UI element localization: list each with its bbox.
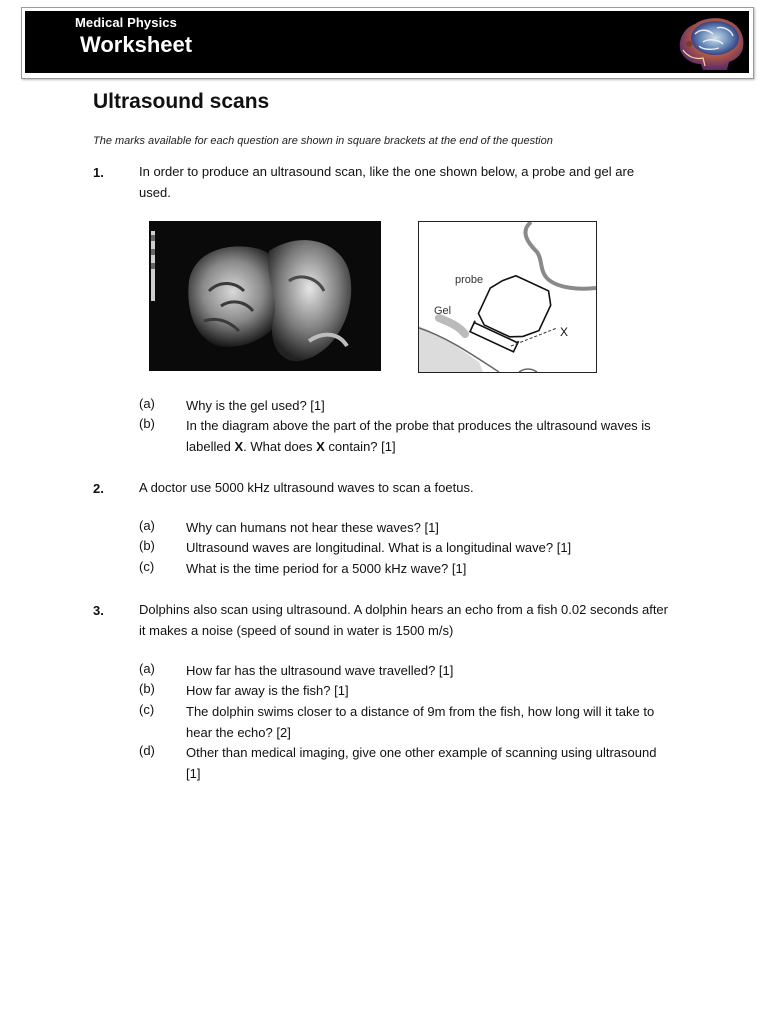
question-1a-label: (a)	[139, 396, 155, 411]
question-2-number: 2.	[93, 481, 104, 496]
header-title: Worksheet	[80, 32, 193, 57]
brain-logo-icon	[673, 12, 749, 72]
question-3a-text: How far has the ultrasound wave travelled? [1]	[186, 663, 454, 678]
gel-label: Gel	[434, 305, 452, 317]
probe-diagram-drawing	[419, 222, 596, 372]
question-1b-text-middle: . What does	[243, 438, 317, 454]
question-2a-label: (a)	[139, 518, 155, 533]
header-subtitle: Medical Physics	[75, 15, 177, 30]
question-3b-text: How far away is the fish? [1]	[186, 683, 349, 698]
page-title: Ultrasound scans	[93, 90, 270, 113]
question-1b-text	[186, 416, 666, 457]
question-1b-text-end: contain? [1]	[324, 438, 396, 454]
question-1b-label: (b)	[139, 416, 155, 431]
question-1b-bold-x: X	[234, 438, 244, 454]
question-1b-bold-x-2: X	[316, 438, 325, 454]
ultrasound-scan-image	[149, 221, 381, 371]
question-1b-text-start: In the diagram above the part of the probe that produces the ultrasound waves is labelled	[186, 418, 651, 454]
probe-label: probe	[455, 274, 484, 286]
question-2c-text: What is the time period for a 5000 kHz wave? [1]	[186, 561, 467, 576]
question-2b-text: Ultrasound waves are longitudinal. What is a longitudinal wave? [1]	[186, 540, 572, 555]
question-1a-text: Why is the gel used? [1]	[186, 398, 325, 413]
question-2b-label: (b)	[139, 538, 155, 553]
x-label: X	[560, 325, 569, 339]
question-2-text: A doctor use 5000 kHz ultrasound waves to scan a foetus.	[139, 480, 474, 495]
question-2a-text: Why can humans not hear these waves? [1]	[186, 520, 439, 535]
question-1-text: In order to produce an ultrasound scan, like the one shown below, a probe and gel are used.	[139, 164, 635, 200]
question-3c-label: (c)	[139, 702, 155, 717]
question-2c-label: (c)	[139, 559, 155, 574]
question-3a-label: (a)	[139, 661, 155, 676]
header-banner	[25, 11, 749, 73]
question-3d-text: Other than medical imaging, give one other example of scanning using ultrasound [1]	[186, 745, 657, 781]
question-3-number: 3.	[93, 603, 104, 618]
marks-note: The marks available for each question are shown in square brackets at the end of the question	[93, 135, 553, 147]
question-1-number: 1.	[93, 165, 104, 180]
question-3d-label: (d)	[139, 743, 155, 758]
probe-diagram	[418, 221, 597, 373]
question-3c-text: The dolphin swims closer to a distance of 9m from the fish, how long will it take to hear the echo? [2]	[186, 704, 655, 740]
question-3-text: Dolphins also scan using ultrasound. A dolphin hears an echo from a fish 0.02 seconds after it makes a noise (speed of sound in water is 1500 m/s)	[139, 602, 668, 638]
question-3b-label: (b)	[139, 681, 155, 696]
